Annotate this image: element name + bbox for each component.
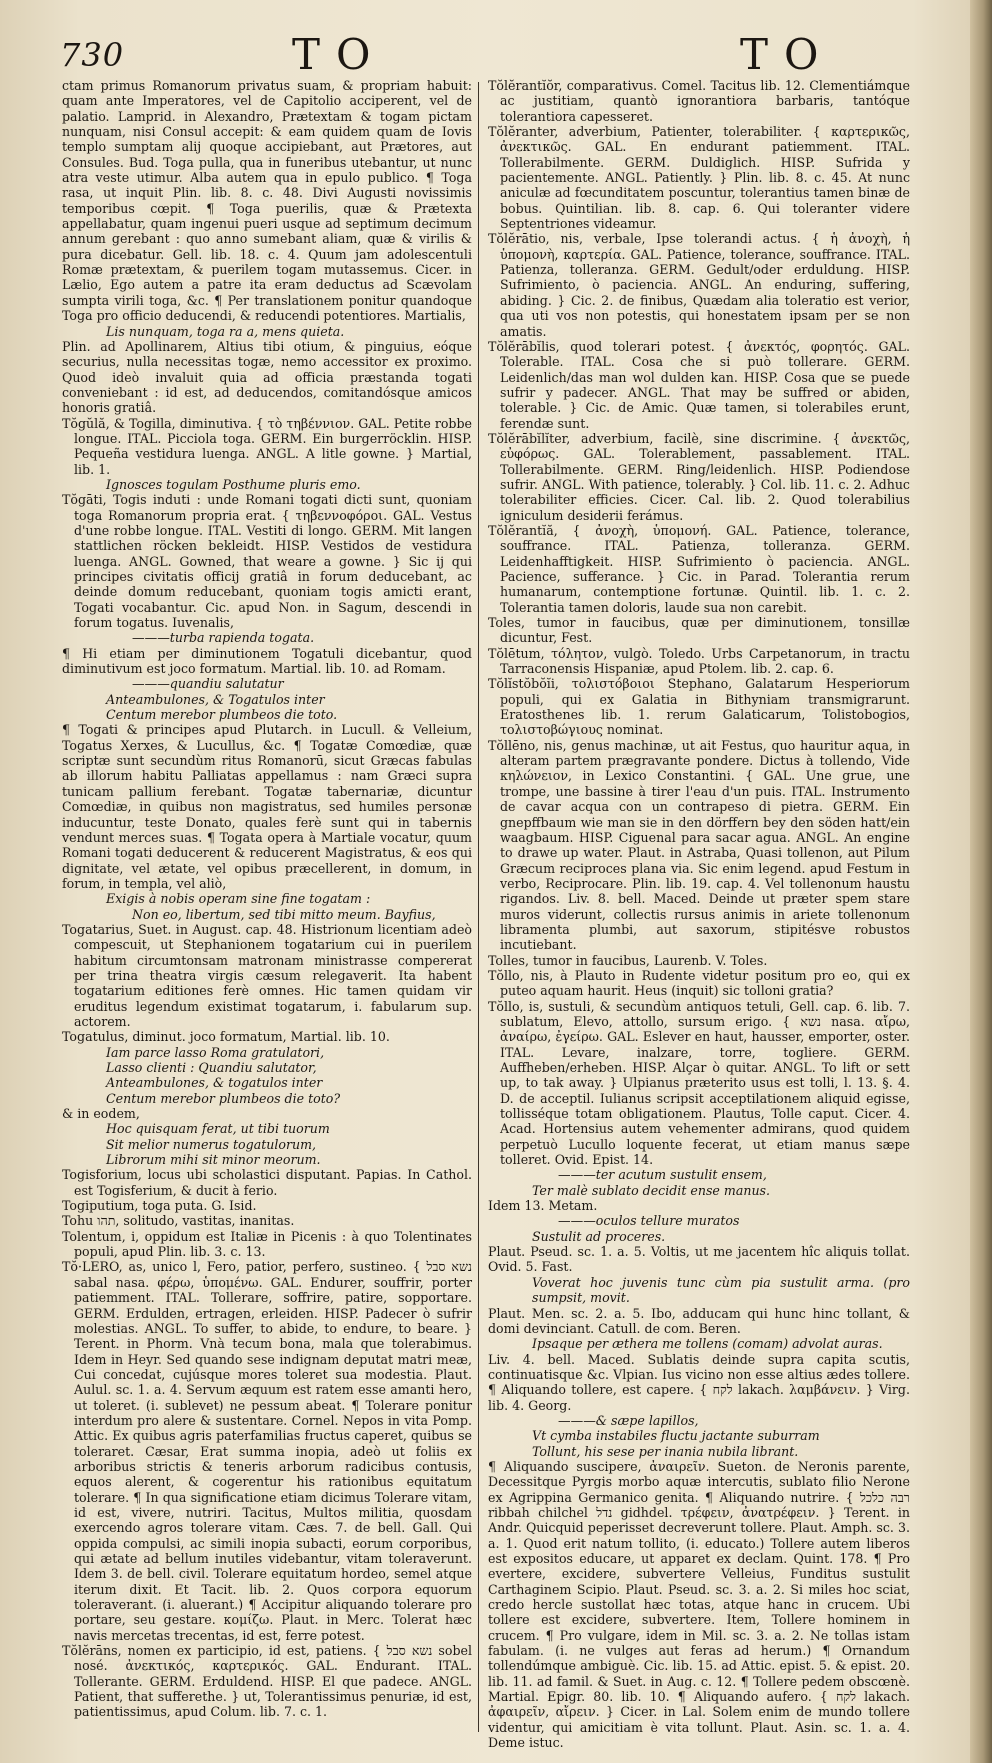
entry-continuation: Plaut. Men. sc. 2. a. 5. Ibo, adducam qui hunc hinc tollant, & domi devinciant. Catull. de com. Beren. (488, 1305, 910, 1336)
verse-line: Centum merebor plumbeos die toto. (106, 707, 338, 723)
entry-continuation: Liv. 4. bell. Maced. Sublatis deinde supra capita scutis, continuatisque &c. Vlpian. Ius vicino non esse altius ædes tollere. ¶ Aliquando tollere, est capere. { לקח lakach. λαμβάνειν. } Virg. lib. 4. Georg. (488, 1351, 910, 1413)
dictionary-entry: Tŏlĕrābĭlis, quod tolerari potest. { ἀνεκτός, φορητός. GAL. Tolerable. ITAL. Cosa che si può tollerare. GERM. Leidenlich/das man wol dulden kan. HISP. Cosa que se puede sufrir y padecer. ANGL. That may be suffred or abiden, tolerable. } Cic. de Amic. Quæ tamen, si tolerabiles erunt, ferendæ sunt. (488, 338, 910, 431)
running-head-left: TO (292, 30, 387, 79)
verse-line: Non eo, libertum, sed tibi mitto meum. Bayfius, (132, 906, 436, 922)
dictionary-entry: Tohu תהו, solitudo, vastitas, inanitas. (62, 1213, 295, 1229)
dictionary-entry: Tŏlĕrāns, nomen ex participio, id est, patiens. { נשא סבל sobel nosé. ἀνεκτικός, καρτερικός. GAL. Endurant. ITAL. Tollerante. GERM. Erduldend. HISP. El que padece. ANGL. Patient, that sufferethe. } ut, Tolerantissimus penuriæ, id est, patientissimus, apud Colum. lib. 7. c. 1. (62, 1643, 472, 1720)
entry-continuation: Plaut. Pseud. sc. 1. a. 5. Voltis, ut me jacentem hîc aliquis tollat. Ovid. 5. Fast. (488, 1244, 910, 1275)
verse-line: Ipsaque per æthera me tollens (comam) advolat auras. (532, 1336, 883, 1352)
verse-line: ———& sæpe lapillos, (558, 1412, 699, 1428)
verse-line: Ter malè sublato decidit ense manus. (532, 1182, 771, 1198)
dictionary-entry: Togisforium, locus ubi scholastici disputant. Papias. In Cathol. est Togisferium, & ducit à ferio. (62, 1167, 472, 1198)
verse-line: Anteambulones, & Togatulos inter (106, 691, 325, 707)
dictionary-entry: Togatarius, Suet. in August. cap. 48. Histrionum licentiam adeò compescuit, ut Stephanionem togatarium cui in puerilem habitum circumtonsam matronam ministrasse compererat per trina theatra virgis cæsum relegaverit. Ita habent togatarium editiones ferè omnes. Hic tamen quidam vir eruditus legendum existimat togatarum, i. fabularum sup. actorem. (62, 921, 472, 1029)
verse-line: ———oculos tellure muratos (558, 1213, 740, 1229)
dictionary-entry: Tŏlĕrantĭă, { ἀνοχὴ, ὑπομονή. GAL. Patience, tolerance, souffrance. ITAL. Patienza, tolleranza. GERM. Leidenhafftigkeit. HISP. Sufrimiento ò paciencia. ANGL. Pacience, sufferance. } Cic. in Parad. Tolerantia rerum humanarum, contemptione fortunæ. Quintil. lib. 1. c. 2. Tolerantia tamen doloris, laude sua non carebit. (488, 522, 910, 615)
dictionary-entry: Tŏgāti, Togis induti : unde Romani togati dicti sunt, quoniam toga Romanorum propria erat. { τηβεννοφόροι. GAL. Vestus d'une robbe longue. ITAL. Vestiti di longo. GERM. Mit langen stattlichen röcken bekleidt. HISP. Vestidos de vestidura luenga. ANGL. Gowned, that weare a gowne. } Sic ij qui principes civitatis officij gratiâ in forum deducebant, ac deinde domum reducebant, quoniam togis amicti erant, Togati vocabantur. Cic. apud Non. in Sagum, descendi in forum togatus. Iuvenalis, (62, 492, 472, 631)
entry-continuation: Idem 13. Metam. (488, 1198, 598, 1214)
page-number: 730 (60, 36, 125, 74)
verse-line: Vt cymba instabiles fluctu jactante suburram (532, 1428, 820, 1444)
verse-line: Lasso clienti : Quandiu salutator, (106, 1060, 317, 1075)
verse-line: Librorum mihi sit minor meorum. (106, 1152, 321, 1168)
book-gutter (970, 0, 992, 1763)
verse-line: Tollunt, his sese per inania nubila librant. (532, 1443, 799, 1459)
entry-continuation: ¶ Togati & principes apud Plutarch. in Lucull. & Velleium, Togatus Xerxes, & Lucullus, &c. ¶ Togatæ Comœdiæ, quæ scriptæ sunt secundùm ritus Romanorū, sicut Græcas fabulas ab illorum habitu Palliatas appellamus : nam Græci supra tunicam pallium ferebant. Togatæ tabernariæ, dicuntur Comœdiæ, in quibus non magistratus, sed humiles personæ inducuntur, teste Donato, quales ferè sunt qui in tabernis vendunt merces suas. ¶ Togata opera à Martiale vocatur, quum Romani togati deducerent & reducerent Magistratus, & eos qui dignitate, vel ætate, vel opibus præcellerent, in domum, in forum, in templa, vel aliò, (62, 722, 472, 891)
dictionary-entry: Tŏllo, is, sustuli, & secundùm antiquos tetuli, Gell. cap. 6. lib. 7. sublatum, Elevo, attollo, sursum erigo. { נשא nasa. αἴρω, ἀναίρω, ἐγείρω. GAL. Eslever en haut, hausser, emporter, oster. ITAL. Levare, inalzare, torre, togliere. GERM. Auffheben/erheben. HISP. Alçar ò quitar. ANGL. To lift or sett up, to tak away. } Ulpianus præterito usus est tolli, l. 13. §. 4. D. de acceptil. Iulianus scripsit acceptilationem aliquid egisse, tollisséque totam obligationem. Plautus, Tolle caput. Cicer. 4. Acad. Hortensius autem vehementer admirans, quod quidem perpetuò Lucullo loquente fecerat, ut etiam manus sæpe tolleret. Ovid. Epist. 14. (488, 998, 910, 1168)
dictionary-entry: Togiputium, toga puta. G. Isid. (62, 1198, 257, 1214)
verse-line: Voverat hoc juvenis tunc cùm pia sustulit arma. (pro sumpsit, movit. (532, 1274, 910, 1306)
dictionary-entry: Tŏlĕrābĭlĭter, adverbium, facilè, sine discrimine. { ἀνεκτῶς, εὐφόρως. GAL. Tolerablement, passablement. ITAL. Tollerabilmente. GERM. Ring/leidenlich. HISP. Podiendose sufrir. ANGL. With patience, tolerably. } Col. lib. 11. c. 2. Adhuc tolerabiliter efficies. Cicer. Cal. lib. 2. Quod tolerabilius igniculum desiderii ferámus. (488, 430, 910, 523)
verse-line: Lis nunquam, toga ra a, mens quieta. (106, 323, 345, 339)
dictionary-entry: Tŏgŭlă, & Togilla, diminutiva. { τὸ τηβέννιον. GAL. Petite robbe longue. ITAL. Picciola toga. GERM. Ein burgerröcklin. HISP. Pequeña vestidura luenga. ANGL. A litle gowne. } Martial, lib. 1. (62, 415, 472, 477)
verse-line: ———turba rapienda togata. (132, 630, 315, 646)
verse-line: Hoc quisquam ferat, ut tibi tuorum (106, 1121, 330, 1137)
dictionary-entry: Togatulus, diminut. joco formatum, Martial. lib. 10. (62, 1029, 390, 1045)
entry-continuation: & in eodem, (62, 1106, 140, 1122)
verse-line: Centum merebor plumbeos die toto? (106, 1090, 341, 1106)
dictionary-entry: Tŏlĕrantĭŏr, comparativus. Comel. Tacitus lib. 12. Clementiámque ac justitiam, quantò ignorantiora barbaris, tantóque tolerantiora capesseret. (488, 78, 910, 124)
dictionary-entry: Toles, tumor in faucibus, quæ per diminutionem, tonsillæ dicuntur, Fest. (488, 615, 910, 646)
dictionary-entry: Tolentum, i, oppidum est Italiæ in Picenis : à quo Tolentinates populi, apud Plin. lib. 3. c. 13. (62, 1228, 472, 1260)
verse-line: Exigis à nobis operam sine fine togatam : (106, 891, 371, 907)
verse-line: ———ter acutum sustulit ensem, (558, 1167, 767, 1183)
dictionary-entry: Tŏlĭstŏbŏĭi, τολιστόβοιοι Stephano, Galatarum Hesperiorum populi, qui ex Galatia in Bithyniam transmigrarunt. Eratosthenes lib. 1. rerum Galaticarum, Tolistobogios, τολιστοβώγιους nominat. (488, 676, 910, 738)
verse-line: ———quandiu salutatur (132, 676, 284, 692)
left-column (62, 78, 472, 1738)
verse-line: Sit melior numerus togatulorum, (106, 1136, 317, 1152)
entry-continuation: ¶ Hi etiam per diminutionem Togatuli dicebantur, quod diminutivum est joco formatum. Martial. lib. 10. ad Romam. (62, 645, 472, 677)
dictionary-entry: Tŏlĕranter, adverbium, Patienter, tolerabiliter. { καρτερικῶς, ἀνεκτικῶς. GAL. En endurant patiemment. ITAL. Tollerabilmente. GERM. Duldiglich. HISP. Sufrida y pacientemente. ANGL. Patiently. } Plin. lib. 8. c. 45. At nunc aniculæ ad fœcunditatem poscuntur, tolerantius tamen binæ de bobus. Quintilian. lib. 8. cap. 6. Qui toleranter videre Septentriones videamur. (488, 124, 910, 232)
entry-continuation: ¶ Aliquando suscipere, ἀναιρεῖν. Sueton. de Neronis parente, Decessitque Pyrgis morbo aquæ intercutis, sublato filio Nerone ex Agrippina Germanico genita. ¶ Aliquando nutrire. { רבה כלכל ribbah chilchel נדל gidhdel. τρέφειν, ἀνατρέφειν. } Terent. in Andr. Quicquid peperisset decreverunt tollere. Plaut. Amph. sc. 3. a. 1. Quod erit natum tollito, (i. educato.) Tollere autem liberos est expositos educare, ut apparet ex declam. Quint. 178. ¶ Pro evertere, excidere, subvertere Velleius, Funditus sustulit Carthaginem Scipio. Plaut. Pseud. sc. 3. a. 2. Si miles hoc sciat, credo hercle sustollat hæc totas, atque hanc in crucem. Ubi tollere est excidere, subvertere. Item, Tollere hominem in crucem. ¶ Pro vulgare, idem in Mil. sc. 3. a. 2. Ne tollas istam fabulam. (i. ne vulges aut feras ad herum.) ¶ Ornandum tollendúmque ambiguè. Cic. lib. 15. ad Attic. epist. 5. & epist. 20. lib. 11. ad famil. & Suet. in Aug. c. 12. ¶ Tollere pedem obscœnè. Martial. Epigr. 80. lib. 10. ¶ Aliquando aufero. { לקח lakach. ἀφαιρεῖν, αἴρειν. } Cicer. in Lal. Solem enim de mundo tollere videntur, qui amicitiam è vita tollunt. Plaut. Asin. sc. 1. a. 4. Deme istuc. (488, 1458, 910, 1751)
page-header (60, 30, 960, 80)
dictionary-entry: Tŏ·LERO, as, unico l, Fero, patior, perfero, sustineo. { נשא סבל sabal nasa. φέρω, ὑπομένω. GAL. Endurer, souffrir, porter patiemment. ITAL. Tollerare, soffrire, patire, sopportare. GERM. Erdulden, ertragen, erleiden. HISP. Padecer ò sufrir molestias. ANGL. To suffer, to abide, to endure, to beare. } Terent. in Phorm. Vnà tecum bona, mala que tolerabimus. Idem in Heyr. Sed quando sese indignam deputat matri meæ, Cui concedat, cujúsque mores toleret sua modestia. Plaut. Aulul. sc. 1. a. 4. Servum æquum est ratem esse amanti hero, ut toleret. (i. sublevet) ne pessum abeat. ¶ Tolerare ponitur interdum pro alere & sustentare. Cornel. Nepos in vita Pomp. Attic. Ex quibus agris paterfamilias fructus caperet, quibus se toleraret. Cæsar, Erat summa inopia, adeò ut foliis ex arboribus strictis & teneris arborum radicibus contusis, equos alerent, & cogerentur his rationibus equitatum tolerare. ¶ In qua significatione etiam dicimus Tolerare vitam, id est, vivere, nutriri. Tacitus, Multos militia, quosdam exercendo agros tolerare vitam. Cæs. 7. de bell. Gall. Qui oppida compulsi, ac simili inopia subacti, eorum corporibus, qui ætate ad bellum inutiles videbantur, vitam toleraverunt. Idem 3. de bell. civil. Tolerare equitatum hordeo, semel atque iterum dixit. Et Tacit. lib. 2. Quos corpora equorum toleraverant. (i. aluerant.) ¶ Accipitur aliquando tolerare pro portare, seu gestare. κομίζω. Plaut. in Merc. Tolerat hæc navis mercetas trecentas, id est, ferre potest. (62, 1259, 472, 1643)
dictionary-entry: Tŏllēno, nis, genus machinæ, ut ait Festus, quo hauritur aqua, in alteram partem prægravante pondere. Dictus à tollendo, Vide κηλώνειον, in Lexico Constantini. { GAL. Une grue, une trompe, une bassine à tirer l'eau d'un puis. ITAL. Instrumento de cavar acqua con un contrapeso di pietra. GERM. Ein gnepffbaum wie man sie in den dörffern bey den söden hatt/ein waagbaum. HISP. Ciguenal para sacar agua. ANGL. An engine to drawe up water. Plaut. in Astraba, Quasi tollenon, aut Pilum Græcum reciproces plana via. Sic enim legend. apud Festum in verbo, Reciprocare. Plin. lib. 19. cap. 4. Vel tollenonum haustu rigandos. Liv. 8. bell. Maced. Deinde ut præter spem stare muros viderunt, collectis rursus animis in ariete tollenonum libramenta plumbi, aut saxorum, stipitésve robustos incutiebant. (488, 737, 910, 953)
column-divider (478, 82, 479, 1732)
dictionary-entry: Tolles, tumor in faucibus, Laurenb. V. Toles. (488, 952, 768, 968)
verse-line: Sustulit ad proceres. (532, 1228, 666, 1244)
entry-continuation: ctam primus Romanorum privatus suam, & propriam habuit: quam ante Imperatores, vel de Capitolio acciperent, vel de palatio. Lamprid. in Alexandro, Prætextam & togam pictam nunquam, nisi Consul accepit: & eam quidem quam de Iovis templo sumptam alij quoque accipiebant, aut Prætores, aut Consules. Bud. Toga pulla, qua in funeribus utebantur, ut nunc atra veste utimur. Alba autem qua in epulo publico. ¶ Toga rasa, ut inquit Plin. lib. 8. c. 48. Divi Augusti novissimis temporibus cœpit. ¶ Toga puerilis, quæ & Prætexta appellabatur, quam ingenui pueri usque ad septimum decimum annum gerebant : quo anno sumebant aliam, quæ & virilis & pura dicebatur. Gell. lib. 18. c. 4. Quum jam adolescentuli Romæ prætextam, & puerilem togam mutassemus. Cicer. in Lælio, Ego autem a patre ita eram deductus ad Scævolam sumpta virili toga, &c. ¶ Per translationem ponitur quandoque Toga pro officio deducendi, & reducendi potentiores. Martialis, (62, 78, 472, 324)
right-column (488, 78, 910, 1751)
verse-line: Iam parce lasso Roma gratulatori, (106, 1044, 325, 1060)
dictionary-entry: Tŏlētum, τόλητον, vulgò. Toledo. Urbs Carpetanorum, in tractu Tarraconensis Hispaniæ, apud Ptolem. lib. 2. cap. 6. (488, 645, 910, 677)
entry-continuation: Plin. ad Apollinarem, Altius tibi otium, & pinguius, eóque securius, nulla necessitas togæ, nemo accessitor ex proximo. Quod ideò invaluit quia ad officia præstanda togati conveniebant : id est, ad deducendos, comitandósque amicos honoris gratiâ. (62, 338, 472, 416)
running-head-right: TO (740, 30, 835, 79)
verse-line: Anteambulones, & togatulos inter (106, 1075, 323, 1091)
dictionary-entry: Tŏllo, nis, à Plauto in Rudente videtur positum pro eo, qui ex puteo aquam haurit. Heus (inquit) sic tolloni gratia? (488, 967, 910, 999)
dictionary-entry: Tŏlĕrātio, nis, verbale, Ipse tolerandi actus. { ἡ ἀνοχὴ, ἡ ὑπομονὴ, καρτερία. GAL. Patience, tolerance, souffrance. ITAL. Patienza, tolleranza. GERM. Gedult/oder erduldung. HISP. Sufrimiento, ò paciencia. ANGL. An enduring, suffering, abiding. } Cic. 2. de finibus, Quædam alia toleratio est verior, qua uti vos non potestis, qui honestatem ipsam per se non amatis. (488, 231, 910, 339)
verse-line: Ignosces togulam Posthume pluris emo. (106, 476, 361, 492)
